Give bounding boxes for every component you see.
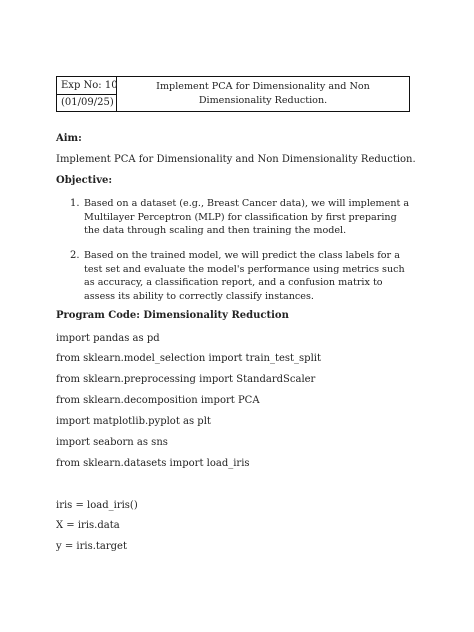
code-line: import pandas as pd <box>56 333 160 344</box>
objective-item-1-text: Based on a dataset (e.g., Breast Cancer data), we will implement a Multilayer Perceptron (MLP) for classification by first preparing the data through scaling and then training the model. <box>84 198 410 236</box>
aim-text: Implement PCA for Dimensionality and Non Dimensionality Reduction. <box>56 154 416 165</box>
exp-number: Exp No: 10 <box>57 77 116 95</box>
code-line: y = iris.target <box>56 541 127 552</box>
objective-item-2-text: Based on the trained model, we will predict the class labels for a test set and evaluate the model's performance using metrics such as accuracy, a classification report, and a confusion matrix to assess its ability to correctly classify instances. <box>84 250 405 302</box>
program-heading: Program Code: Dimensionality Reduction <box>56 310 289 321</box>
code-line: iris = load_iris() <box>56 500 138 511</box>
exp-title: Implement PCA for Dimensionality and Non Dimensionality Reduction. <box>156 81 370 106</box>
code-line: from sklearn.preprocessing import StandardScaler <box>56 374 316 385</box>
header-table <box>56 76 410 112</box>
code-line: from sklearn.decomposition import PCA <box>56 395 260 406</box>
code-line: import matplotlib.pyplot as plt <box>56 416 211 427</box>
aim-heading: Aim: <box>56 133 82 144</box>
code-line: from sklearn.datasets import load_iris <box>56 458 250 469</box>
header-left-cell <box>57 77 117 111</box>
objective-item-1-number: 1. <box>70 198 80 209</box>
objective-item-2-number: 2. <box>70 250 80 261</box>
code-line: X = iris.data <box>56 520 120 531</box>
exp-date: (01/09/25) <box>61 97 114 108</box>
objective-heading: Objective: <box>56 175 113 186</box>
code-line: from sklearn.model_selection import train_test_split <box>56 353 321 364</box>
code-line: import seaborn as sns <box>56 437 168 448</box>
